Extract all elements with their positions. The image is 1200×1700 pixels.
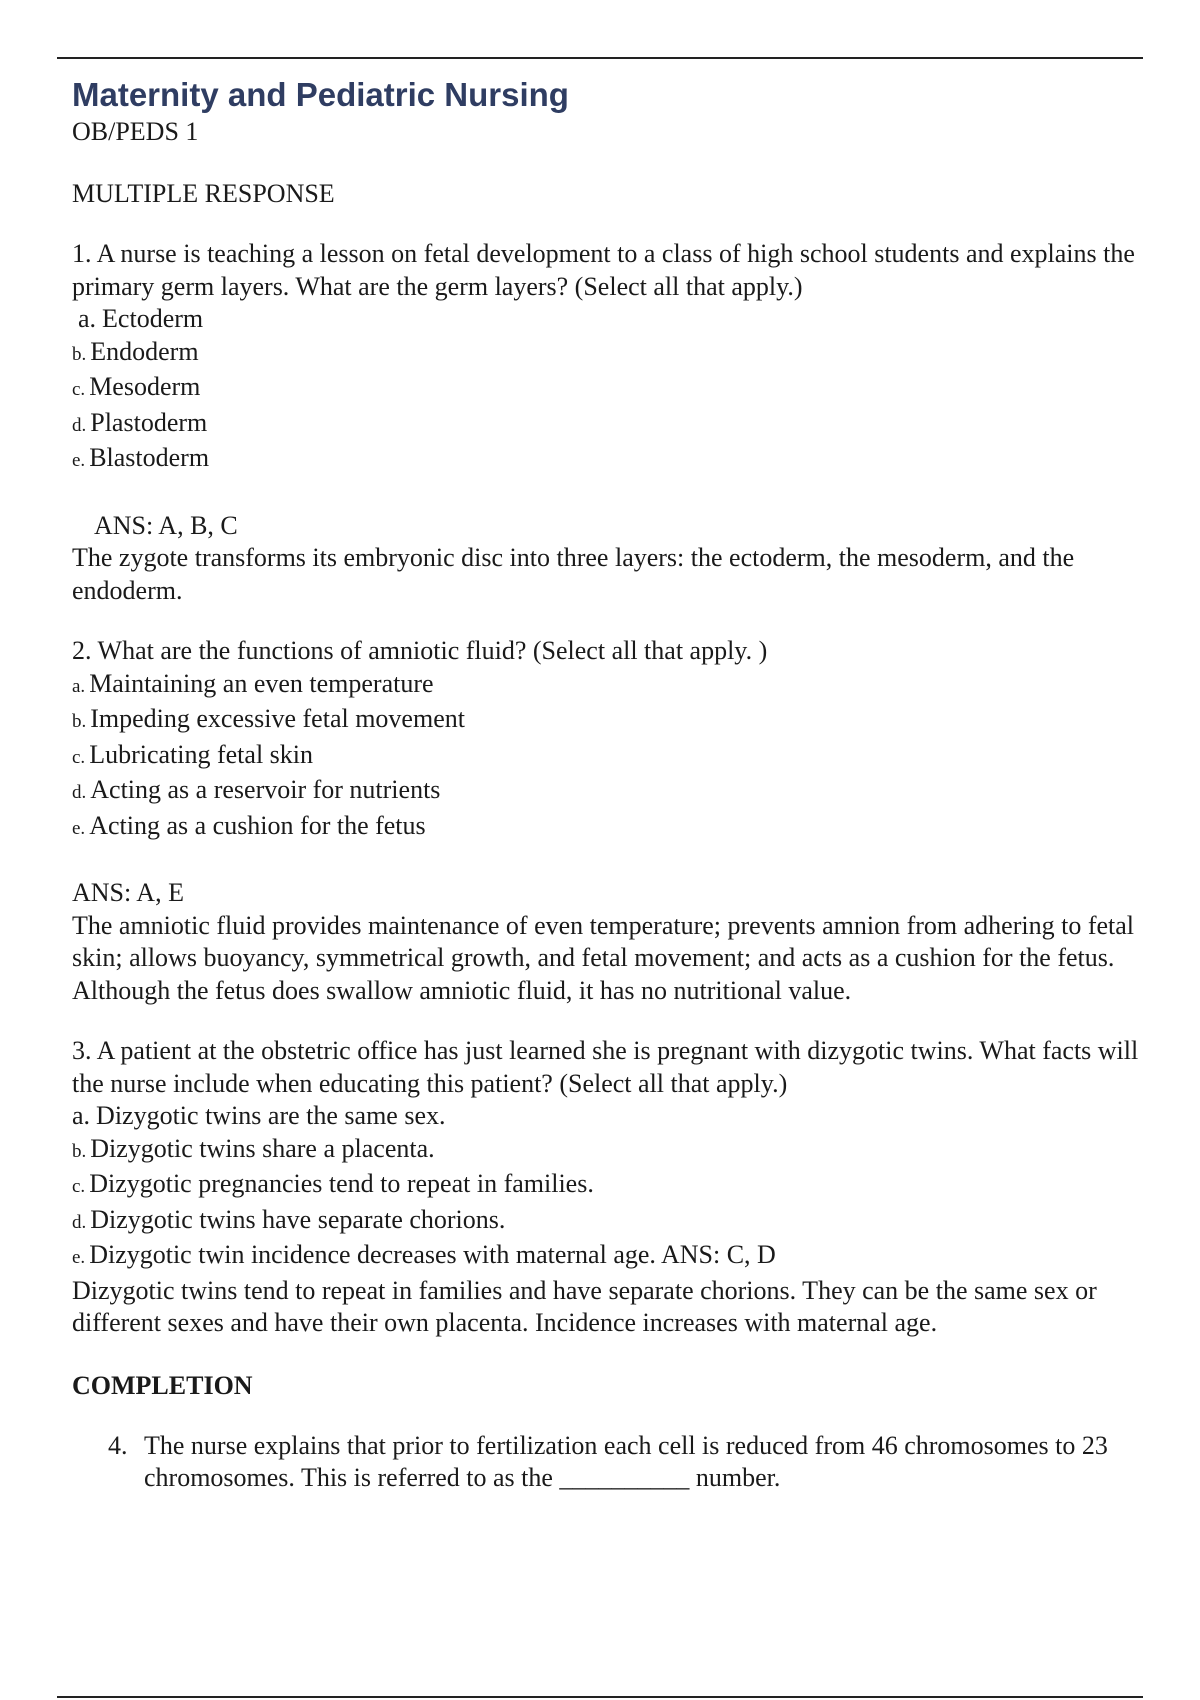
section-heading-completion: COMPLETION bbox=[72, 1370, 253, 1400]
option-d bbox=[72, 407, 1162, 443]
option-letter: e. bbox=[72, 817, 86, 839]
option-letter: e. bbox=[72, 450, 86, 471]
option-text: Ectoderm bbox=[102, 304, 204, 333]
option-letter: b. bbox=[72, 343, 87, 365]
question-stem: 2. What are the functions of amniotic fluid? (Select all that apply. ) bbox=[72, 636, 768, 665]
option-text: Maintaining an even temperature bbox=[89, 668, 434, 698]
option-e bbox=[72, 442, 1162, 478]
rationale: The amniotic fluid provides maintenance of even temperature; prevents amnion from adhering to fetal skin; allows buoyancy, symmetrical growth, and fetal movement; and acts as a cushion for the fetus. Although the fetus does swallow amniotic fluid, it has no nutritional value. bbox=[72, 910, 1135, 1005]
document-title: Maternity and Pediatric Nursing bbox=[72, 76, 569, 113]
option-c bbox=[72, 1168, 1162, 1204]
option-text: Lubricating fetal skin bbox=[89, 739, 314, 769]
option-text: Impeding excessive fetal movement bbox=[90, 704, 465, 733]
option-text: Dizygotic twins are the same sex. bbox=[96, 1101, 446, 1130]
question-stem: The nurse explains that prior to fertilization each cell is reduced from 46 chromosomes to 23 chromosomes. This is referred to as the __________ number. bbox=[144, 1430, 1108, 1492]
option-d bbox=[72, 1204, 1162, 1240]
question-3 bbox=[72, 1035, 1162, 1340]
option-e bbox=[72, 1239, 1162, 1275]
document-subtitle: OB/PEDS 1 bbox=[72, 117, 199, 146]
rationale: The zygote transforms its embryonic disc into three layers: the ectoderm, the mesoderm, and the endoderm. bbox=[72, 543, 1075, 605]
option-letter: d. bbox=[72, 1211, 87, 1233]
option-b bbox=[72, 703, 1162, 739]
option-letter: e. bbox=[72, 1247, 86, 1268]
option-text: Acting as a cushion for the fetus bbox=[89, 810, 426, 840]
question-stem: 1. A nurse is teaching a lesson on fetal development to a class of high school students and explains the primary germ layers. What are the germ layers? (Select all that apply.) bbox=[72, 239, 1135, 301]
question-stem: 3. A patient at the obstetric office has just learned she is pregnant with dizygotic twins. What facts will the nurse include when educating this patient? (Select all that apply.) bbox=[72, 1036, 1139, 1098]
option-letter: b. bbox=[72, 711, 87, 732]
question-2 bbox=[72, 635, 1162, 1007]
option-text: Plastoderm bbox=[90, 407, 208, 437]
top-rule bbox=[57, 57, 1143, 59]
option-letter: d. bbox=[72, 782, 87, 803]
option-letter: c. bbox=[72, 379, 86, 400]
document-body bbox=[72, 74, 1162, 1495]
option-d bbox=[72, 774, 1162, 810]
answer-key: ANS: A, B, C bbox=[94, 510, 238, 540]
question-4 bbox=[72, 1430, 1162, 1495]
option-e bbox=[72, 810, 1162, 846]
option-text: Endoderm bbox=[90, 336, 199, 366]
option-b bbox=[72, 1133, 1162, 1169]
option-letter: c. bbox=[72, 1176, 86, 1197]
option-text: Dizygotic twin incidence decreases with maternal age. ANS: C, D bbox=[89, 1240, 776, 1269]
option-c bbox=[72, 371, 1162, 407]
option-b bbox=[72, 336, 1162, 372]
option-a bbox=[72, 303, 1162, 336]
option-c bbox=[72, 739, 1162, 775]
answer-key: ANS: A, E bbox=[72, 878, 184, 907]
question-1 bbox=[72, 238, 1162, 607]
option-text: Dizygotic pregnancies tend to repeat in families. bbox=[89, 1169, 594, 1198]
option-a bbox=[72, 668, 1162, 704]
option-letter: d. bbox=[72, 414, 87, 436]
question-number: 4. bbox=[108, 1430, 128, 1460]
option-letter: a. bbox=[78, 304, 97, 333]
option-letter: a. bbox=[72, 675, 86, 697]
option-text: Dizygotic twins have separate chorions. bbox=[90, 1204, 506, 1234]
option-letter: c. bbox=[72, 746, 86, 768]
option-letter: b. bbox=[72, 1140, 87, 1162]
option-letter: a. bbox=[72, 1101, 91, 1130]
rationale: Dizygotic twins tend to repeat in families and have separate chorions. They can be the same sex or different sexes and have their own placenta. Incidence increases with maternal age. bbox=[72, 1275, 1097, 1337]
bottom-rule bbox=[57, 1696, 1143, 1698]
section-heading-multiple-response: MULTIPLE RESPONSE bbox=[72, 179, 335, 208]
option-text: Acting as a reservoir for nutrients bbox=[90, 775, 441, 804]
option-a bbox=[72, 1100, 1162, 1133]
option-text: Dizygotic twins share a placenta. bbox=[90, 1133, 435, 1163]
option-text: Blastoderm bbox=[89, 443, 210, 472]
option-text: Mesoderm bbox=[89, 372, 201, 401]
